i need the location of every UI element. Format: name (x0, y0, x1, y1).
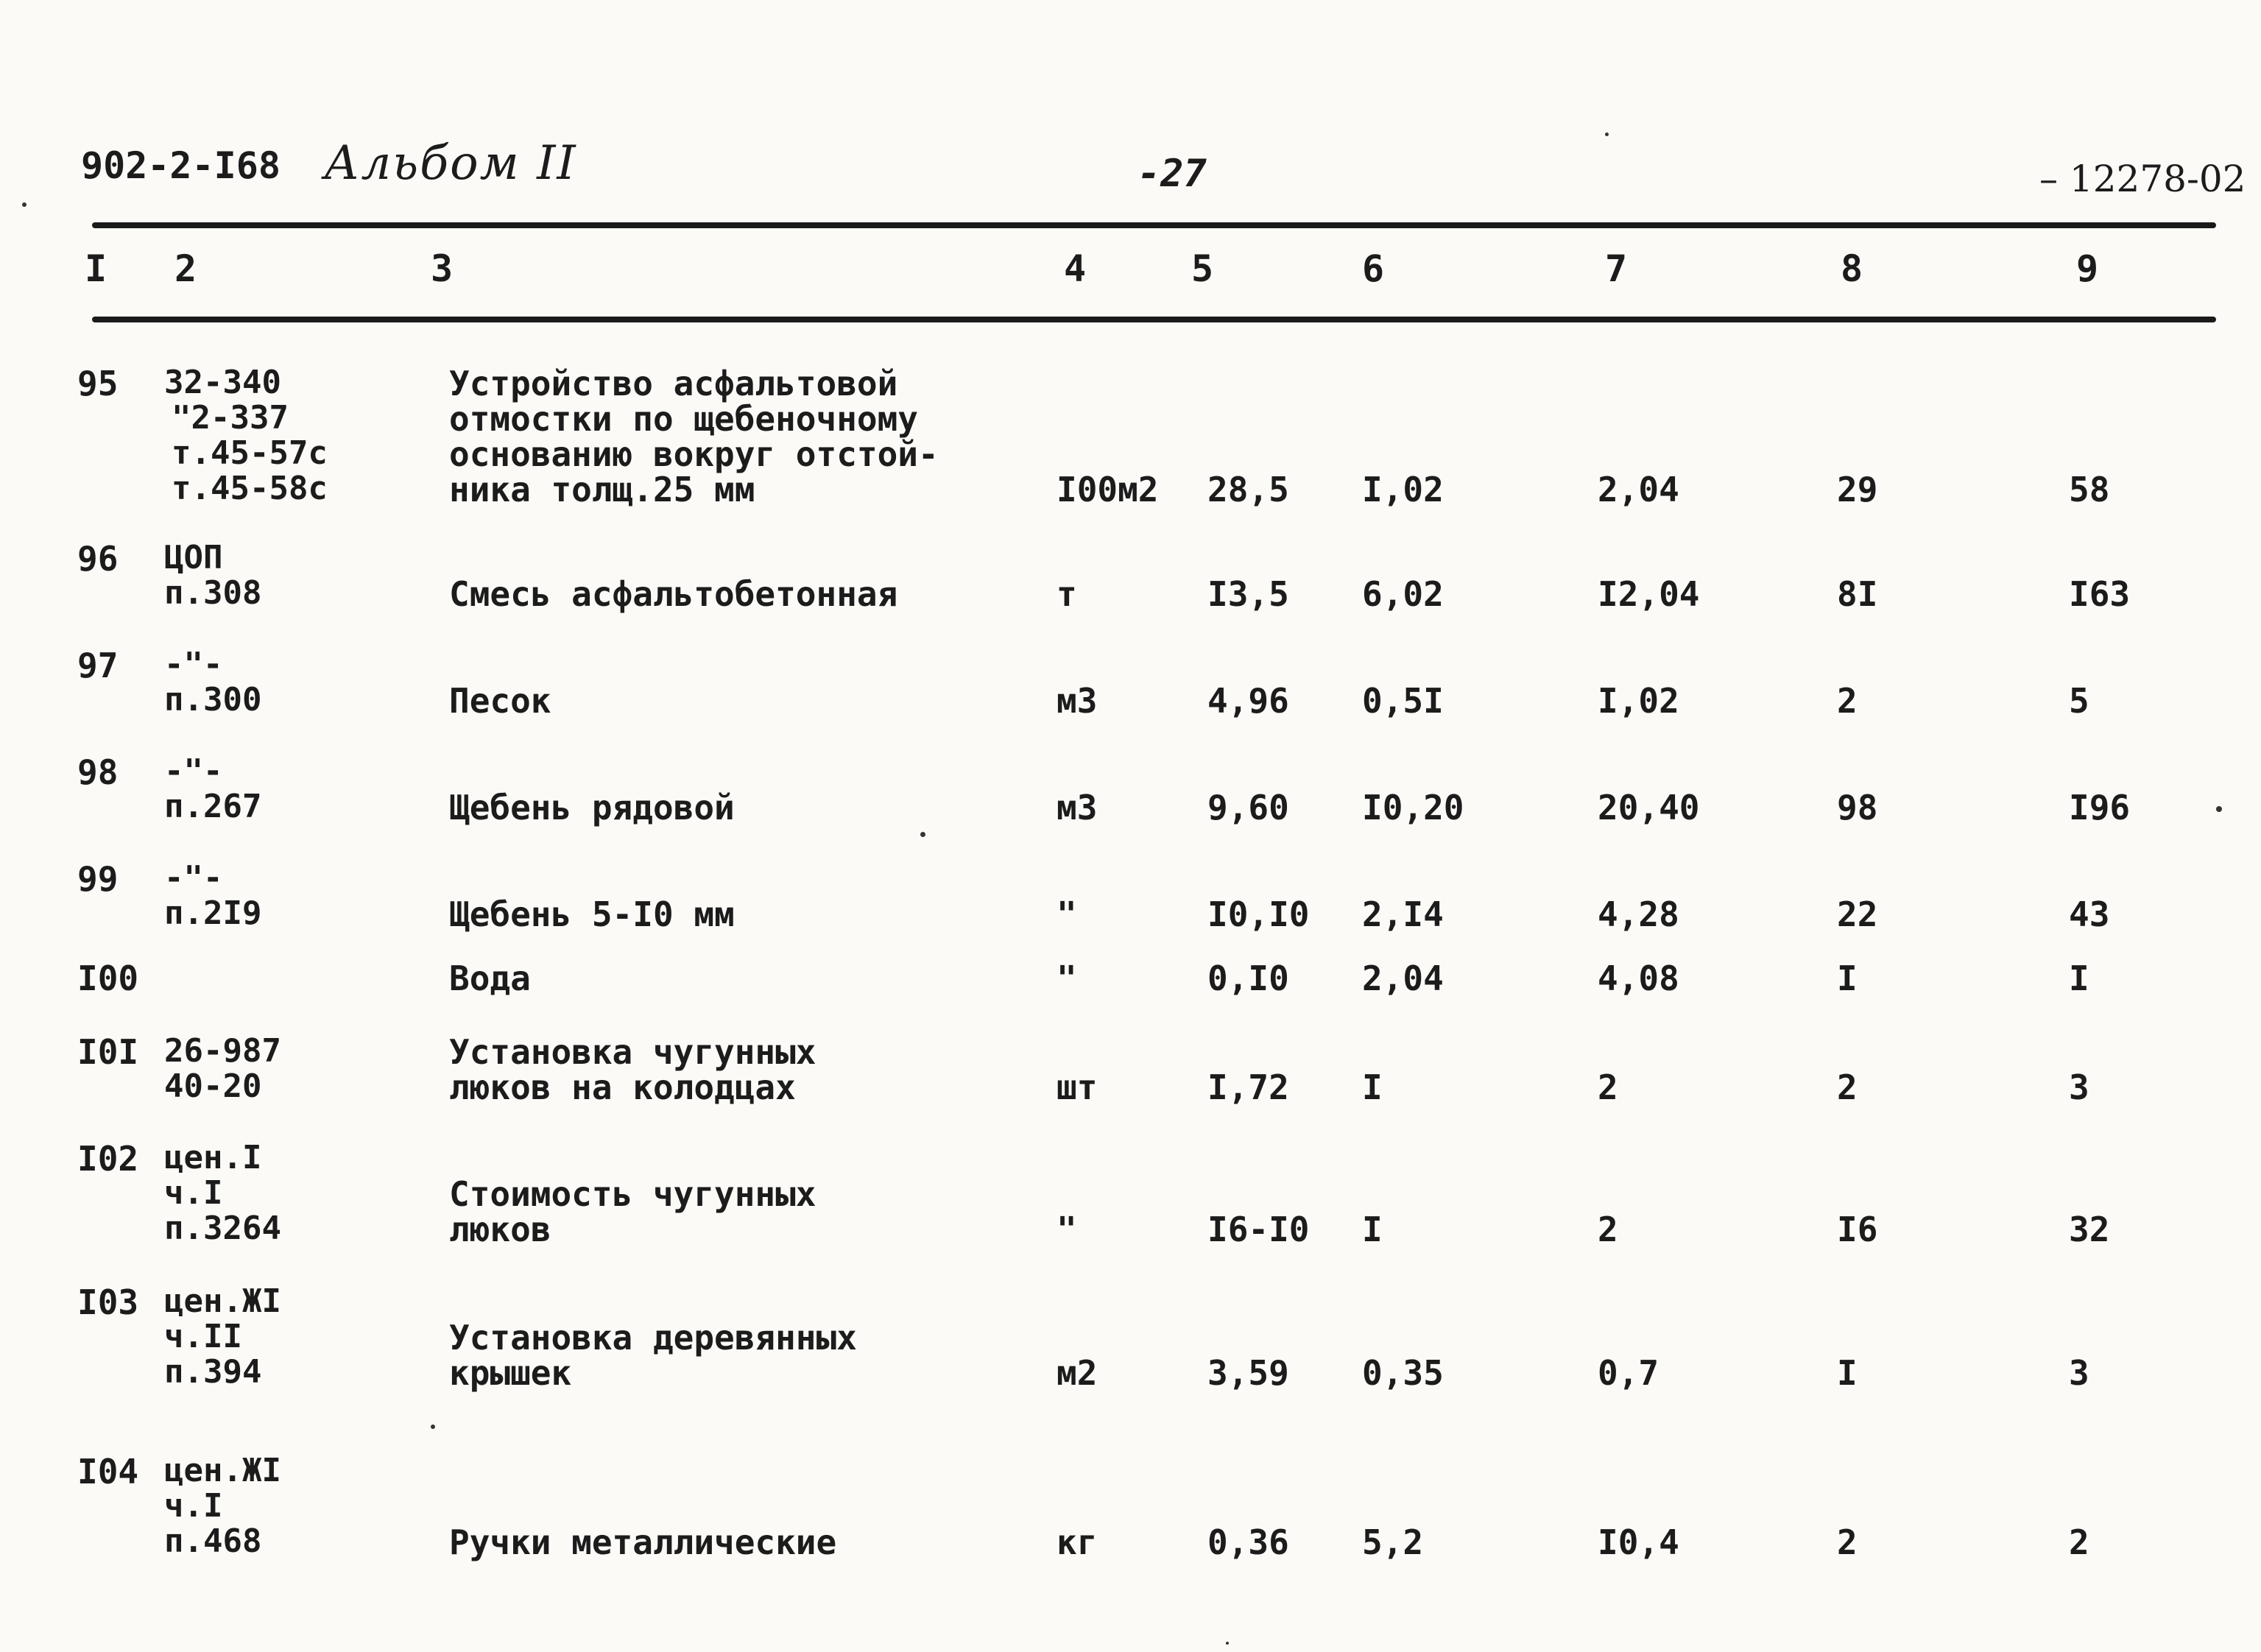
value-c7: 4,28 (1598, 894, 1679, 934)
value-c8: 2 (1837, 1522, 1858, 1562)
row-number: I03 (77, 1282, 139, 1322)
document-code: 902-2-I68 (81, 144, 281, 187)
work-description: Вода (449, 959, 531, 998)
value-c9: I96 (2069, 788, 2131, 827)
value-c9: 5 (2069, 681, 2089, 721)
value-c7: 20,40 (1598, 788, 1700, 827)
reference-code: ЦОП (164, 539, 223, 576)
reference-code: ч.I (164, 1174, 223, 1212)
reference-code: -"- (164, 752, 223, 790)
row-number: 96 (77, 539, 119, 579)
reference-code: п.300 (164, 681, 262, 719)
reference-code: т.45-57с (172, 434, 328, 472)
work-description: Ручки металлические (449, 1522, 837, 1562)
value-c7: 2 (1598, 1210, 1618, 1249)
reference-code: ч.II (164, 1318, 242, 1355)
unit-of-measure: м2 (1057, 1353, 1098, 1393)
value-c9: 3 (2069, 1353, 2089, 1393)
row-number: I00 (77, 959, 139, 998)
reference-code: 40-20 (164, 1067, 262, 1105)
value-c8: 98 (1837, 788, 1878, 827)
sheet-code: – 12278-02 (2039, 158, 2246, 200)
reference-code: цен.ЖI (164, 1282, 281, 1320)
value-c6: 0,35 (1362, 1353, 1444, 1393)
column-number-6: 6 (1362, 247, 1385, 290)
column-number-8: 8 (1841, 247, 1863, 290)
work-description: основанию вокруг отстой- (449, 434, 939, 474)
row-number: 97 (77, 646, 119, 685)
value-c6: 6,02 (1362, 574, 1444, 614)
value-c8: I (1837, 1353, 1858, 1393)
value-c6: 2,04 (1362, 959, 1444, 998)
value-c6: I (1362, 1210, 1383, 1249)
value-c6: 5,2 (1362, 1522, 1424, 1562)
album-label: Альбом II (324, 136, 577, 191)
value-c8: I (1837, 959, 1858, 998)
row-number: 98 (77, 752, 119, 792)
header-top-rule (92, 222, 2216, 228)
value-c9: 32 (2069, 1210, 2110, 1249)
column-number-4: 4 (1064, 247, 1087, 290)
unit-of-measure: м3 (1057, 681, 1098, 721)
value-c7: 2,04 (1598, 470, 1679, 509)
value-c5: I3,5 (1207, 574, 1289, 614)
unit-of-measure: I00м2 (1057, 470, 1159, 509)
value-c5: 28,5 (1207, 470, 1289, 509)
unit-of-measure: м3 (1057, 788, 1098, 827)
value-c7: I,02 (1598, 681, 1679, 721)
work-description: Установка деревянных (449, 1318, 857, 1358)
work-description: ника толщ.25 мм (449, 470, 755, 509)
work-description: отмостки по щебеночному (449, 399, 918, 439)
unit-of-measure: " (1057, 1210, 1077, 1249)
work-description: Стоимость чугунных (449, 1174, 816, 1214)
reference-code: п.308 (164, 574, 262, 612)
value-c6: 0,5I (1362, 681, 1444, 721)
value-c7: 4,08 (1598, 959, 1679, 998)
reference-code: 32-340 (164, 364, 281, 401)
reference-code: п.468 (164, 1522, 262, 1560)
value-c5: I,72 (1207, 1067, 1289, 1107)
unit-of-measure: т (1057, 574, 1077, 614)
reference-code: п.394 (164, 1353, 262, 1391)
value-c7: I2,04 (1598, 574, 1700, 614)
value-c6: 2,I4 (1362, 894, 1444, 934)
work-description: Установка чугунных (449, 1032, 816, 1072)
work-description: Щебень 5-I0 мм (449, 894, 735, 934)
column-number-9: 9 (2076, 247, 2099, 290)
value-c8: 22 (1837, 894, 1878, 934)
reference-code: ч.I (164, 1487, 223, 1525)
value-c5: 4,96 (1207, 681, 1289, 721)
work-description: Устройство асфальтовой (449, 364, 898, 403)
work-description: люков (449, 1210, 551, 1249)
value-c6: I,02 (1362, 470, 1444, 509)
reference-code: -"- (164, 859, 223, 897)
value-c8: 2 (1837, 1067, 1858, 1107)
reference-code: п.267 (164, 788, 262, 825)
value-c9: 2 (2069, 1522, 2089, 1562)
value-c5: 3,59 (1207, 1353, 1289, 1393)
value-c5: 0,I0 (1207, 959, 1289, 998)
value-c5: I0,I0 (1207, 894, 1310, 934)
unit-of-measure: шт (1057, 1067, 1098, 1107)
page-number: -27 (1137, 152, 1207, 196)
value-c8: 29 (1837, 470, 1878, 509)
work-description: Песок (449, 681, 551, 721)
work-description: Смесь асфальтобетонная (449, 574, 898, 614)
unit-of-measure: " (1057, 959, 1077, 998)
column-number-2: 2 (174, 247, 197, 290)
work-description: Щебень рядовой (449, 788, 735, 827)
work-description: люков на колодцах (449, 1067, 796, 1107)
value-c7: 2 (1598, 1067, 1618, 1107)
value-c5: 0,36 (1207, 1522, 1289, 1562)
unit-of-measure: кг (1057, 1522, 1098, 1562)
value-c7: 0,7 (1598, 1353, 1659, 1393)
value-c5: I6-I0 (1207, 1210, 1310, 1249)
value-c6: I (1362, 1067, 1383, 1107)
reference-code: "2-337 (172, 399, 289, 437)
row-number: 95 (77, 364, 119, 403)
row-number: I0I (77, 1032, 139, 1072)
column-number-7: 7 (1605, 247, 1628, 290)
column-number-3: 3 (431, 247, 454, 290)
value-c9: 43 (2069, 894, 2110, 934)
value-c8: 8I (1837, 574, 1878, 614)
value-c8: 2 (1837, 681, 1858, 721)
row-number: I04 (77, 1452, 139, 1492)
work-description: крышек (449, 1353, 572, 1393)
row-number: 99 (77, 859, 119, 899)
value-c9: I63 (2069, 574, 2131, 614)
reference-code: п.2I9 (164, 894, 262, 932)
unit-of-measure: " (1057, 894, 1077, 934)
value-c5: 9,60 (1207, 788, 1289, 827)
value-c9: 3 (2069, 1067, 2089, 1107)
reference-code: т.45-58с (172, 470, 328, 507)
column-number-5: 5 (1191, 247, 1214, 290)
row-number: I02 (77, 1139, 139, 1179)
reference-code: п.3264 (164, 1210, 281, 1247)
header-bottom-rule (92, 317, 2216, 322)
reference-code: цен.I (164, 1139, 262, 1176)
value-c8: I6 (1837, 1210, 1878, 1249)
reference-code: -"- (164, 646, 223, 683)
value-c9: I (2069, 959, 2089, 998)
column-number-1: I (85, 247, 107, 290)
value-c6: I0,20 (1362, 788, 1464, 827)
reference-code: цен.ЖI (164, 1452, 281, 1489)
value-c9: 58 (2069, 470, 2110, 509)
reference-code: 26-987 (164, 1032, 281, 1070)
value-c7: I0,4 (1598, 1522, 1679, 1562)
